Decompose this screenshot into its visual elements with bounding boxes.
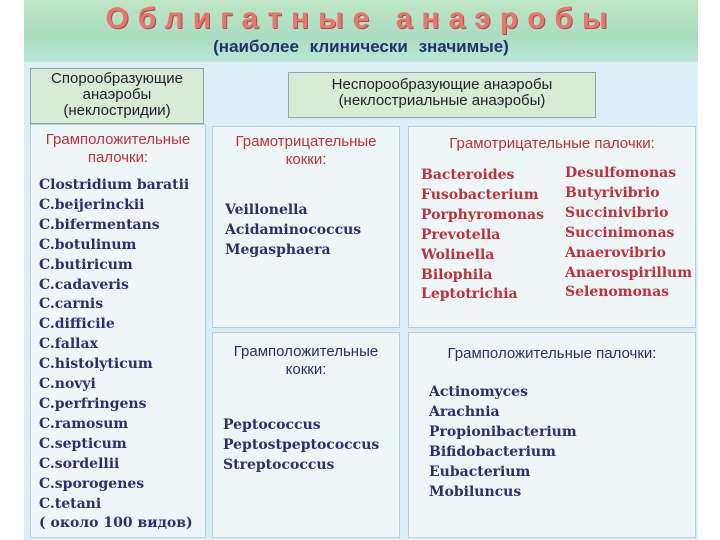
- list-item: Streptococcus: [223, 456, 335, 473]
- group-title-line: Грамотрицательные: [235, 133, 377, 150]
- species-list-left: [421, 166, 544, 305]
- list-item: Desulfomonas: [565, 165, 677, 181]
- list-item: C.perfringens: [39, 395, 147, 412]
- list-item: C.beijerinckii: [39, 196, 145, 213]
- heading-line: Неспорообразующие анаэробы: [331, 76, 553, 93]
- gram-positive-rods-card: [408, 332, 696, 538]
- group-title: Грамположительные палочки:: [447, 345, 657, 362]
- list-item: Eubacterium: [429, 463, 531, 480]
- species-list: [223, 416, 379, 476]
- list-item: Wolinella: [421, 246, 495, 263]
- list-item: Succinivibrio: [565, 204, 669, 221]
- list-item: Selenomonas: [565, 284, 670, 301]
- list-item: C.fallax: [39, 336, 98, 353]
- list-item: Leptotrichia: [421, 286, 518, 303]
- page-subtitle: (наиболее клинически значимые): [213, 37, 509, 56]
- gram-positive-cocci-card: [212, 332, 400, 538]
- list-item: Porphyromonas: [421, 206, 544, 223]
- list-item: ( около 100 видов): [39, 515, 193, 532]
- list-item: Arachnia: [429, 403, 500, 420]
- list-item: Peptostpeptococcus: [223, 436, 380, 453]
- list-item: C.sordellii: [39, 455, 120, 472]
- list-item: Veillonella: [225, 202, 308, 218]
- list-item: Bacteroides: [421, 167, 515, 183]
- list-item: Butyrivibrio: [565, 184, 660, 201]
- list-item: Succinimonas: [565, 224, 675, 241]
- list-item: C.ramosum: [39, 415, 129, 432]
- list-item: Bifidobacterium: [429, 443, 556, 460]
- header-banner: [24, 0, 698, 62]
- page-title: Облигатные анаэробы: [105, 2, 617, 35]
- list-item: C.sporogenes: [39, 475, 145, 492]
- heading-line: Спорообразующие: [51, 70, 183, 87]
- group-title: [213, 133, 399, 169]
- list-item: Prevotella: [421, 226, 501, 243]
- list-item: C.tetani: [39, 495, 102, 512]
- list-item: Peptococcus: [223, 417, 321, 433]
- heading-line: (неклостриальные анаэробы): [338, 92, 546, 109]
- list-item: C.bifermentans: [39, 216, 160, 233]
- group-title: [31, 131, 205, 167]
- list-item: Megasphaera: [225, 241, 331, 258]
- list-item: C.septicum: [39, 435, 127, 452]
- list-item: Clostridium baratii: [39, 177, 190, 193]
- heading-line: анаэробы: [82, 86, 152, 103]
- list-item: C.difficile: [39, 316, 115, 333]
- list-item: Bilophila: [421, 266, 493, 283]
- species-list: [429, 383, 577, 502]
- species-list-right: [565, 164, 692, 303]
- group-title-line: кокки:: [285, 151, 327, 168]
- list-item: Anaerovibrio: [565, 244, 667, 261]
- gram-negative-rods-card: [408, 126, 696, 328]
- list-item: C.butiricum: [39, 256, 133, 273]
- group-title-line: Грамположительные: [233, 343, 379, 360]
- list-item: C.botulinum: [39, 236, 137, 253]
- species-list: [39, 176, 193, 534]
- group-title: [213, 343, 399, 379]
- list-item: Fusobacterium: [421, 186, 539, 203]
- group-title: Грамотрицательные палочки:: [449, 135, 655, 152]
- spore-forming-heading: [30, 68, 204, 124]
- non-spore-forming-heading: [288, 72, 596, 118]
- list-item: Propionibacterium: [429, 423, 577, 440]
- list-item: Mobiluncus: [429, 483, 522, 500]
- list-item: Anaerospirillum: [565, 264, 693, 281]
- list-item: C.cadaveris: [39, 276, 129, 293]
- list-item: Actinomyces: [429, 384, 528, 400]
- list-item: C.novyi: [39, 376, 96, 393]
- heading-line: (неклостридии): [63, 102, 171, 119]
- spore-forming-card: [30, 124, 206, 538]
- species-list: [225, 201, 361, 261]
- group-title-line: палочки:: [87, 149, 149, 166]
- list-item: C.carnis: [39, 296, 104, 313]
- list-item: C.histolyticum: [39, 356, 153, 373]
- gram-negative-cocci-card: [212, 126, 400, 328]
- group-title-line: Грамположительные: [45, 131, 191, 148]
- list-item: Acidaminococcus: [225, 221, 362, 238]
- slide: [24, 0, 698, 540]
- group-title-line: кокки:: [285, 361, 327, 378]
